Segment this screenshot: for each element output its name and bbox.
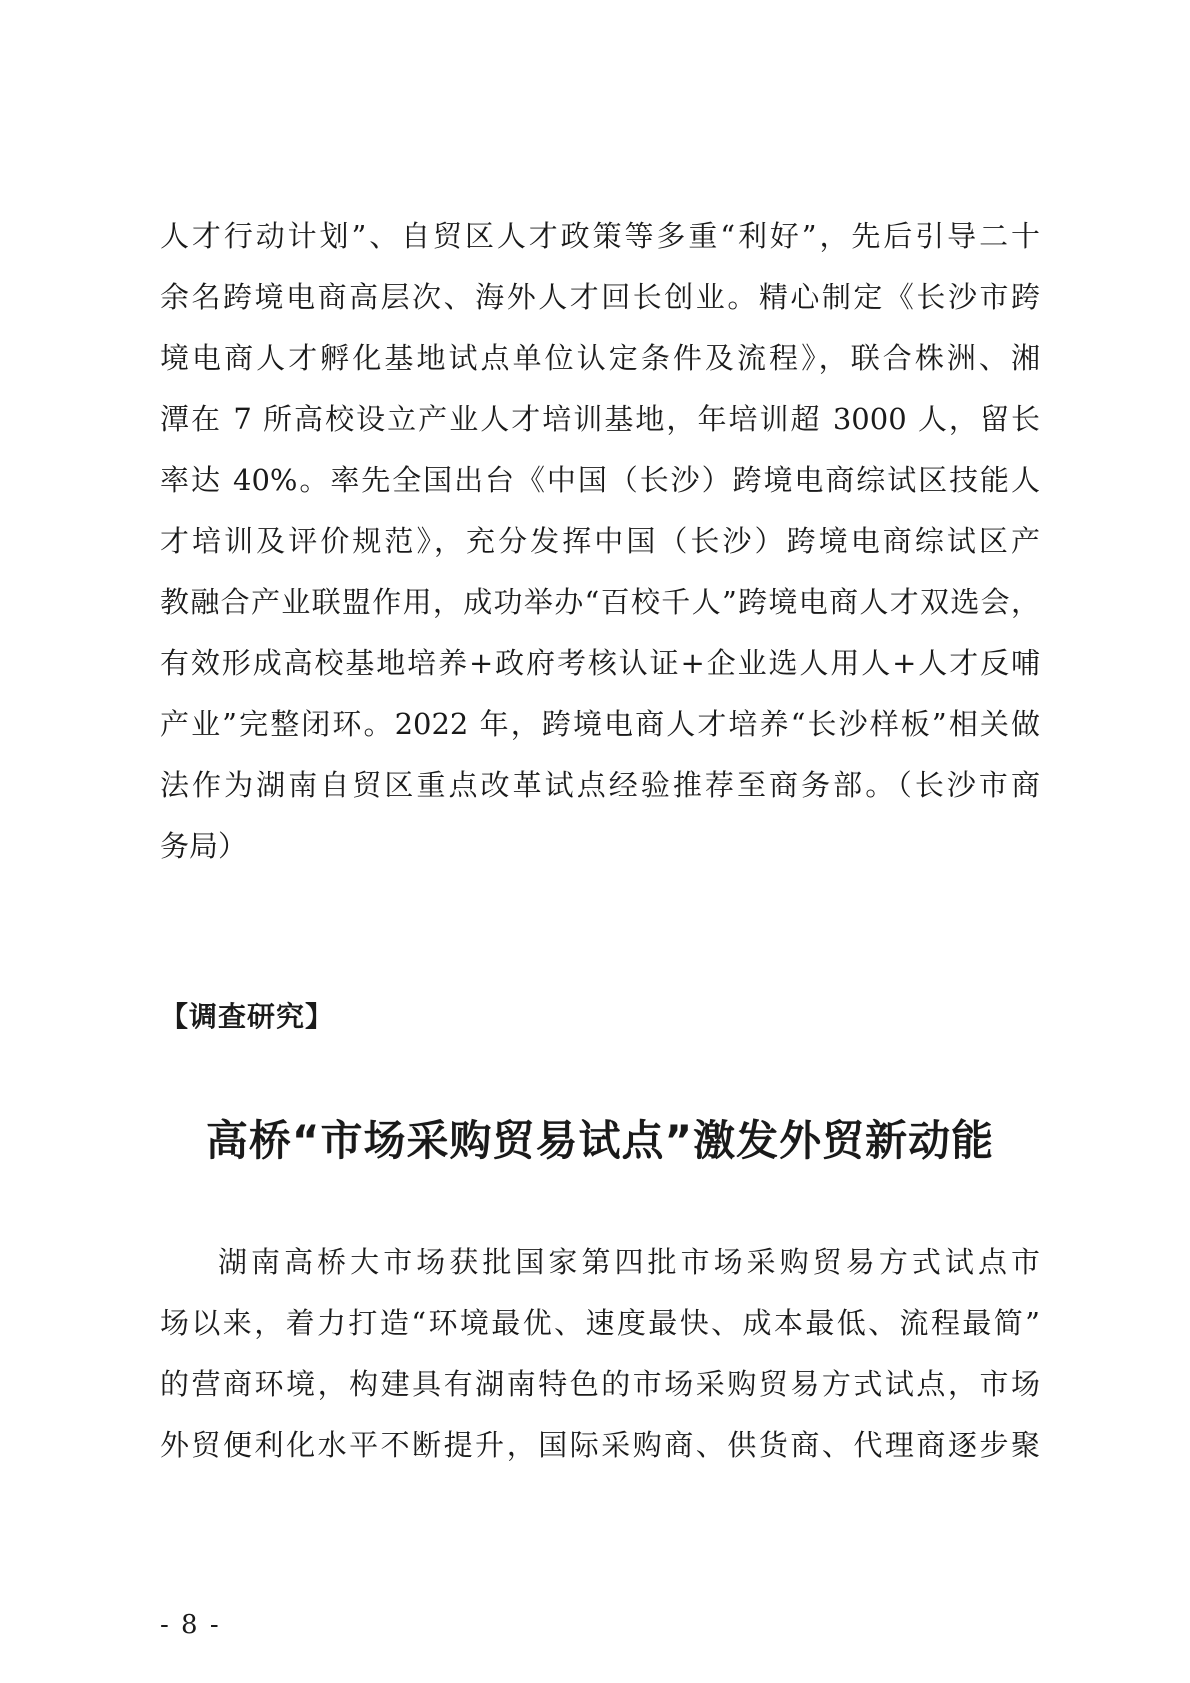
paragraph-line: 场以来，着力打造“环境最优、速度最快、成本最低、流程最简”	[160, 1306, 1040, 1340]
paragraph-line: 人才行动计划”、自贸区人才政策等多重“利好”，先后引导二十	[160, 219, 1040, 253]
paragraph-line: 外贸便利化水平不断提升，国际采购商、供货商、代理商逐步聚	[160, 1428, 1040, 1462]
paragraph-line: 境电商人才孵化基地试点单位认定条件及流程》，联合株洲、湘	[160, 341, 1040, 375]
paragraph-line: 教融合产业联盟作用，成功举办“百校千人”跨境电商人才双选会，	[160, 585, 1040, 619]
previous-paragraph	[160, 206, 1040, 877]
paragraph-line: 才培训及评价规范》，充分发挥中国（长沙）跨境电商综试区产	[160, 524, 1040, 558]
paragraph-line: 法作为湖南自贸区重点改革试点经验推荐至商务部。（长沙市商	[160, 768, 1040, 802]
paragraph-line: 湖南高桥大市场获批国家第四批市场采购贸易方式试点市	[218, 1245, 1040, 1279]
paragraph-line: 有效形成高校基地培养+政府考核认证+企业选人用人+人才反哺	[160, 646, 1040, 680]
paragraph-line: 的营商环境，构建具有湖南特色的市场采购贸易方式试点，市场	[160, 1367, 1040, 1401]
paragraph-line: 余名跨境电商高层次、海外人才回长创业。精心制定《长沙市跨	[160, 280, 1040, 314]
article-title: 高桥“市场采购贸易试点”激发外贸新动能	[205, 1116, 995, 1165]
paragraph-line: 务局）	[160, 829, 248, 863]
article-body	[160, 1232, 1040, 1476]
page-number: - 8 -	[160, 1610, 221, 1640]
section-tag: 【调查研究】	[160, 1000, 335, 1033]
paragraph-line: 率达 40%。率先全国出台《中国（长沙）跨境电商综试区技能人	[160, 463, 1040, 497]
paragraph-line: 产业”完整闭环。2022 年，跨境电商人才培养“长沙样板”相关做	[160, 707, 1040, 741]
paragraph-line: 潭在 7 所高校设立产业人才培训基地，年培训超 3000 人，留长	[160, 402, 1040, 436]
